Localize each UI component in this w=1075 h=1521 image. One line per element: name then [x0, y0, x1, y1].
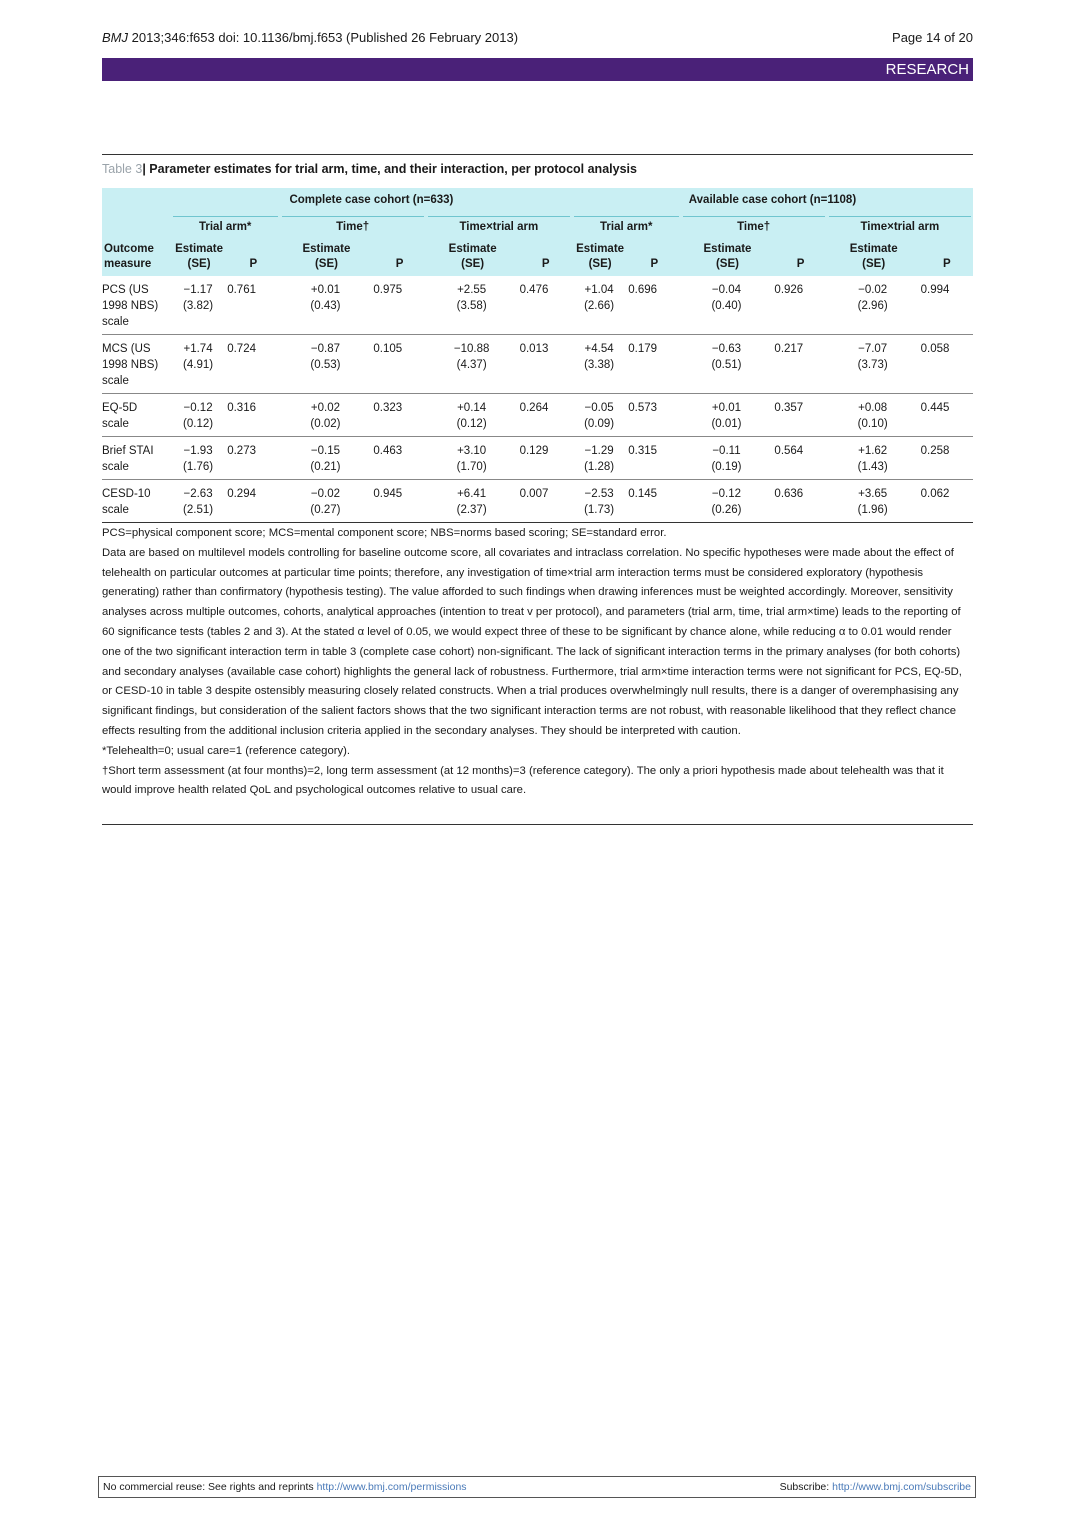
estimate-cell [426, 276, 518, 335]
footer-subscribe [780, 1477, 971, 1497]
p-value-cell [626, 335, 680, 394]
estimate-cell [827, 437, 919, 480]
se-value: (0.12) [183, 418, 214, 430]
header-line: P [942, 258, 951, 270]
p-value-cell [518, 335, 572, 394]
estimate-cell [827, 335, 919, 394]
estimate-value: −1.93 [183, 445, 213, 457]
p-value-cell [772, 437, 826, 480]
estimate-cell [171, 480, 225, 523]
header-line: Estimate [175, 243, 224, 255]
estimate-value: −7.07 [858, 343, 888, 355]
se-value: (1.96) [857, 504, 888, 516]
table-row [102, 437, 973, 480]
column-header-row [102, 236, 973, 276]
p-value: 0.013 [519, 343, 549, 355]
cell-line: PCS (US [102, 284, 149, 296]
se-value: (3.73) [857, 359, 888, 371]
estimate-cell [681, 480, 773, 523]
se-value: (1.70) [456, 461, 487, 473]
header-line: Outcome [104, 243, 154, 255]
header-line: P [541, 258, 550, 270]
table-notes [102, 524, 973, 801]
estimate-cell [827, 276, 919, 335]
estimate-value: −0.11 [712, 445, 741, 457]
group-header [572, 212, 681, 236]
se-value: (2.96) [857, 300, 888, 312]
cell-line: scale [102, 375, 129, 387]
se-value: (0.51) [711, 359, 742, 371]
estimate-cell [426, 437, 518, 480]
estimate-value: +0.14 [457, 402, 487, 414]
p-value: 0.294 [227, 488, 256, 500]
se-value: (0.01) [711, 418, 742, 430]
p-value-cell [772, 480, 826, 523]
cell-line: scale [102, 504, 129, 516]
p-value-cell [772, 335, 826, 394]
header-line: (SE) [314, 258, 338, 270]
estimate-cell [681, 276, 773, 335]
estimate-value: +0.08 [858, 402, 888, 414]
p-value: 0.007 [519, 488, 549, 500]
se-value: (3.58) [456, 300, 487, 312]
table-row [102, 276, 973, 335]
p-value-header [626, 236, 680, 276]
group-label: Time×trial arm [829, 216, 971, 233]
estimate-cell [280, 394, 372, 437]
estimate-cell [171, 335, 225, 394]
cell-line: EQ-5D [102, 402, 138, 414]
p-value: 0.105 [373, 343, 403, 355]
estimate-cell [572, 480, 626, 523]
header-line: (SE) [862, 258, 886, 270]
header-line: P [395, 258, 404, 270]
p-value-cell [919, 276, 973, 335]
table-note: †Short term assessment (at four months)=2, long term assessment (at 12 months)=3 (reference category). The only a priori hypothesis made about telehealth was that it would improve health related QoL and psychological outcomes relative to usual care. [102, 764, 944, 797]
table-title: | Parameter estimates for trial arm, time, and their interaction, per protocol analysis [142, 162, 637, 176]
p-value: 0.573 [628, 402, 658, 414]
p-value: 0.316 [227, 402, 256, 414]
journal-name: BMJ [102, 30, 128, 45]
p-value: 0.761 [227, 284, 256, 296]
estimate-value: +4.54 [584, 343, 614, 355]
p-value-header [772, 236, 826, 276]
header-line: (SE) [715, 258, 739, 270]
group-label: Time† [282, 216, 424, 233]
p-value-cell [225, 394, 279, 437]
outcome-measure-header [102, 236, 171, 276]
header-line: P [650, 258, 659, 270]
estimate-se-header [827, 236, 919, 276]
p-value: 0.463 [373, 445, 403, 457]
group-header [681, 212, 827, 236]
notes-divider [102, 824, 973, 825]
header-line: (SE) [588, 258, 612, 270]
se-value: (2.37) [456, 504, 487, 516]
se-value: (0.53) [310, 359, 341, 371]
estimate-value: +2.55 [457, 284, 487, 296]
estimate-cell [171, 437, 225, 480]
estimate-value: +0.01 [711, 402, 742, 414]
cell-line: scale [102, 316, 129, 328]
se-value: (0.26) [711, 504, 742, 516]
group-label: Time×trial arm [428, 216, 570, 233]
p-value-header [919, 236, 973, 276]
header-line: P [796, 258, 805, 270]
outcome-measure-cell [102, 437, 171, 480]
p-value: 0.445 [920, 402, 950, 414]
header-line: P [249, 258, 258, 270]
group-header [426, 212, 572, 236]
p-value-cell [919, 480, 973, 523]
p-value-header [518, 236, 572, 276]
top-divider [102, 154, 973, 155]
group-header [280, 212, 426, 236]
p-value: 0.357 [774, 402, 804, 414]
estimate-cell [171, 276, 225, 335]
estimate-value: +1.74 [183, 343, 213, 355]
se-value: (1.43) [857, 461, 888, 473]
p-value: 0.476 [519, 284, 549, 296]
estimate-cell [280, 335, 372, 394]
estimate-cell [681, 437, 773, 480]
header-line: (SE) [461, 258, 485, 270]
running-head [102, 30, 973, 48]
se-value: (0.27) [310, 504, 341, 516]
outcome-measure-cell [102, 394, 171, 437]
table-row [102, 480, 973, 523]
header-line: Estimate [302, 243, 351, 255]
estimate-value: −2.63 [183, 488, 213, 500]
header-line: Estimate [576, 243, 625, 255]
estimate-value: −10.88 [453, 343, 490, 355]
estimate-cell [572, 276, 626, 335]
table-caption [102, 162, 973, 176]
estimate-value: −0.87 [310, 343, 340, 355]
estimate-value: −0.15 [310, 445, 340, 457]
permissions-link[interactable]: http://www.bmj.com/permissions [316, 1481, 467, 1493]
estimate-se-header [280, 236, 372, 276]
table-row [102, 335, 973, 394]
p-value-cell [225, 276, 279, 335]
estimate-cell [827, 480, 919, 523]
se-value: (0.21) [310, 461, 341, 473]
estimate-se-header [572, 236, 626, 276]
table-note: *Telehealth=0; usual care=1 (reference category). [102, 744, 351, 757]
section-banner [102, 58, 973, 81]
se-value: (1.73) [584, 504, 615, 516]
estimate-value: −2.53 [584, 488, 614, 500]
subscribe-link[interactable]: http://www.bmj.com/subscribe [832, 1481, 971, 1493]
p-value: 0.145 [628, 488, 658, 500]
p-value: 0.323 [373, 402, 403, 414]
se-value: (3.38) [584, 359, 615, 371]
results-table [102, 188, 973, 523]
header-line: Estimate [703, 243, 752, 255]
estimate-value: +1.04 [584, 284, 614, 296]
outcome-measure-cell [102, 480, 171, 523]
p-value-cell [518, 437, 572, 480]
estimate-cell [280, 276, 372, 335]
table-note: Data are based on multilevel models controlling for baseline outcome score, all covariates and intraclass correlation. No specific hypotheses were made about the effect of telehealth on particular outcomes at particular time points; therefore, any investigation of time×trial arm interaction terms must be considered exploratory (hypothesis generating) rather than confirmatory (hypothesis testing). The value afforded to such findings when drawing inferences must be weighted accordingly. Moreover, sensitivity analyses across multiple outcomes, cohorts, analytical approaches (intention to treat v per protocol), and parameters (trial arm, time, trial arm×time) leads to the reporting of 60 significance tests (tables 2 and 3). At the stated α level of 0.05, we would expect three of these to be significant by chance alone, while reducing α to 0.01 would render one of the two significant interaction term in table 3 (complete case cohort) non-significant. The lack of significant interaction terms in the primary analyses (for both cohorts) and secondary analyses (available case cohort) highlights the general lack of robustness. Furthermore, trial arm×time interaction terms were not significant for PCS, EQ-5D, or CESD-10 in table 3 despite ostensibly measuring closely related constructs. When a trial produces overwhelmingly null results, there is a danger of overemphasising any significant findings, but consideration of the salient factors shows that the two significant interaction terms are not robust, with reasonable likelihood that they reflect chance effects resulting from the additional inclusion criteria applied in the secondary analyses. They should be interpreted with caution. [102, 546, 962, 737]
p-value-cell [371, 394, 425, 437]
estimate-value: −0.63 [711, 343, 742, 355]
se-value: (0.43) [310, 300, 341, 312]
cell-line: CESD-10 [102, 488, 151, 500]
estimate-value: +0.01 [310, 284, 340, 296]
group-header [171, 212, 280, 236]
p-value: 0.062 [920, 488, 950, 500]
table-label: Table 3 [102, 162, 143, 176]
p-value: 0.636 [774, 488, 804, 500]
se-value: (0.02) [310, 418, 341, 430]
p-value: 0.724 [227, 343, 256, 355]
p-value-cell [518, 276, 572, 335]
estimate-cell [426, 480, 518, 523]
p-value: 0.994 [920, 284, 950, 296]
estimate-cell [681, 335, 773, 394]
header-line: (SE) [187, 258, 211, 270]
p-value: 0.926 [774, 284, 804, 296]
group-header [827, 212, 973, 236]
cell-line: 1998 NBS) [102, 359, 159, 371]
estimate-cell [572, 335, 626, 394]
p-value-cell [919, 394, 973, 437]
page-number: Page 14 of 20 [892, 30, 973, 45]
estimate-cell [426, 394, 518, 437]
p-value-cell [518, 394, 572, 437]
estimate-cell [572, 437, 626, 480]
estimate-cell [681, 394, 773, 437]
se-value: (0.40) [711, 300, 742, 312]
se-value: (0.19) [711, 461, 742, 473]
se-value: (4.91) [183, 359, 214, 371]
estimate-se-header [426, 236, 518, 276]
header-line: Estimate [448, 243, 497, 255]
cohort-complete-header: Complete case cohort (n=633) [171, 188, 572, 212]
header-blank [102, 212, 171, 236]
estimate-value: −0.04 [711, 284, 742, 296]
se-value: (3.82) [183, 300, 214, 312]
p-value-cell [371, 276, 425, 335]
p-value-cell [772, 394, 826, 437]
cohort-header-row [102, 188, 973, 212]
p-value: 0.264 [519, 402, 549, 414]
outcome-measure-cell [102, 335, 171, 394]
p-value-cell [919, 335, 973, 394]
p-value: 0.273 [227, 445, 256, 457]
header-line: measure [104, 258, 152, 270]
se-value: (2.66) [584, 300, 615, 312]
se-value: (2.51) [183, 504, 214, 516]
p-value-cell [225, 437, 279, 480]
se-value: (4.37) [456, 359, 487, 371]
p-value-cell [626, 437, 680, 480]
estimate-cell [280, 480, 372, 523]
p-value-cell [626, 276, 680, 335]
table-note: PCS=physical component score; MCS=mental component score; NBS=norms based scoring; SE=standard error. [102, 527, 667, 539]
p-value: 0.058 [920, 343, 950, 355]
estimate-value: −0.12 [711, 488, 742, 500]
estimate-value: −0.05 [584, 402, 614, 414]
estimate-cell [426, 335, 518, 394]
se-value: (1.76) [183, 461, 214, 473]
se-value: (0.09) [584, 418, 615, 430]
p-value-cell [371, 335, 425, 394]
p-value-cell [626, 480, 680, 523]
p-value: 0.258 [920, 445, 950, 457]
estimate-value: +6.41 [457, 488, 487, 500]
subscribe-text: Subscribe: [779, 1481, 833, 1493]
p-value: 0.179 [628, 343, 658, 355]
table-body [102, 276, 973, 523]
p-value: 0.564 [774, 445, 804, 457]
group-label: Trial arm* [173, 216, 278, 233]
estimate-value: −1.17 [183, 284, 213, 296]
cohort-available-header: Available case cohort (n=1108) [572, 188, 973, 212]
header-blank [102, 188, 171, 212]
estimate-cell [280, 437, 372, 480]
p-value: 0.129 [519, 445, 549, 457]
page-footer [98, 1476, 976, 1498]
cell-line: scale [102, 461, 129, 473]
group-header-row [102, 212, 973, 236]
p-value: 0.975 [373, 284, 403, 296]
estimate-se-header [681, 236, 773, 276]
group-label: Time† [683, 216, 825, 233]
estimate-value: +3.10 [457, 445, 487, 457]
estimate-value: +0.02 [310, 402, 340, 414]
table-row [102, 394, 973, 437]
section-label: RESEARCH [885, 61, 969, 78]
estimate-value: −1.29 [584, 445, 614, 457]
estimate-value: +3.65 [858, 488, 888, 500]
cell-line: 1998 NBS) [102, 300, 159, 312]
p-value-cell [518, 480, 572, 523]
estimate-value: −0.12 [183, 402, 213, 414]
estimate-value: −0.02 [858, 284, 888, 296]
p-value: 0.217 [774, 343, 804, 355]
footer-rights-text: No commercial reuse: See rights and reprints [103, 1481, 317, 1493]
estimate-cell [171, 394, 225, 437]
se-value: (1.28) [584, 461, 615, 473]
cell-line: scale [102, 418, 129, 430]
estimate-cell [827, 394, 919, 437]
se-value: (0.12) [456, 418, 487, 430]
p-value-cell [225, 335, 279, 394]
p-value-cell [371, 437, 425, 480]
p-value-cell [919, 437, 973, 480]
p-value: 0.696 [628, 284, 658, 296]
group-label: Trial arm* [574, 216, 679, 233]
outcome-measure-cell [102, 276, 171, 335]
p-value: 0.315 [628, 445, 658, 457]
p-value-header [371, 236, 425, 276]
p-value: 0.945 [373, 488, 403, 500]
estimate-cell [572, 394, 626, 437]
p-value-header [225, 236, 279, 276]
p-value-cell [626, 394, 680, 437]
cell-line: Brief STAI [102, 445, 154, 457]
se-value: (0.10) [857, 418, 888, 430]
citation: 2013;346:f653 doi: 10.1136/bmj.f653 (Published 26 February 2013) [128, 30, 519, 45]
estimate-se-header [171, 236, 225, 276]
estimate-value: −0.02 [310, 488, 340, 500]
estimate-value: +1.62 [858, 445, 888, 457]
cell-line: MCS (US [102, 343, 151, 355]
p-value-cell [371, 480, 425, 523]
p-value-cell [772, 276, 826, 335]
header-line: Estimate [849, 243, 898, 255]
p-value-cell [225, 480, 279, 523]
